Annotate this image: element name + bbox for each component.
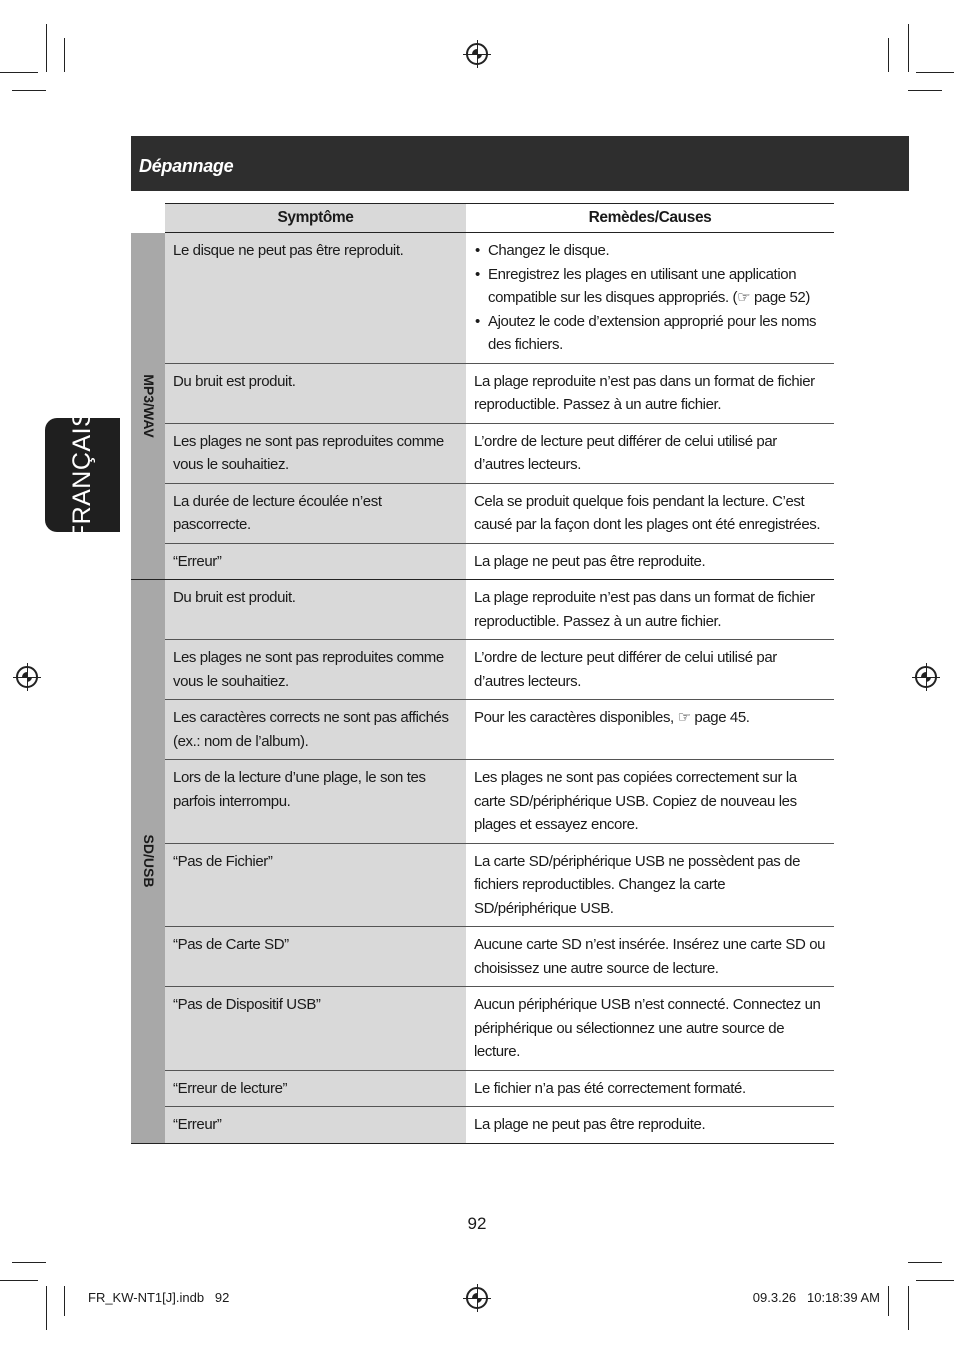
table-row (131, 233, 834, 364)
language-tab-label: FRANÇAIS (68, 409, 96, 541)
table-row (131, 843, 834, 927)
table-row (131, 423, 834, 483)
crop-mark (916, 1280, 954, 1281)
crop-mark (0, 72, 38, 73)
symptom-cell: “Pas de Carte SD” (165, 927, 466, 987)
symptom-cell: “Pas de Fichier” (165, 843, 466, 927)
symptom-cell: La durée de lecture écoulée n’est pascorrecte. (165, 483, 466, 543)
crop-mark (64, 1286, 65, 1316)
remedy-item: • Ajoutez le code d’extension approprié pour les noms des fichiers. (488, 310, 828, 357)
remedy-cell: Le fichier n’a pas été correctement formaté. (466, 1070, 834, 1107)
table-row (131, 927, 834, 987)
remedy-cell: L’ordre de lecture peut différer de celui utilisé par d’autres lecteurs. (466, 423, 834, 483)
remedy-cell: Cela se produit quelque fois pendant la lecture. C’est causé par la façon dont les plages ont été enregistrées. (466, 483, 834, 543)
table-row (131, 543, 834, 580)
table-row (131, 987, 834, 1071)
remedy-cell: Aucun périphérique USB n’est connecté. Connectez un périphérique ou sélectionnez une autre source de lecture. (466, 987, 834, 1071)
symptom-header: Symptôme (165, 204, 466, 233)
symptom-cell: Du bruit est produit. (165, 363, 466, 423)
group-label: MP3/WAV (140, 373, 157, 438)
remedy-cell: La carte SD/périphérique USB ne possèdent pas de fichiers reproductibles. Changez la carte SD/périphérique USB. (466, 843, 834, 927)
symptom-cell: Les plages ne sont pas reproduites comme vous le souhaitiez. (165, 640, 466, 700)
registration-mark-icon (466, 43, 488, 65)
symptom-cell: “Pas de Dispositif USB” (165, 987, 466, 1071)
group-label-cell (131, 233, 165, 580)
remedy-cell: Aucune carte SD n’est insérée. Insérez une carte SD ou choisissez une autre source de lecture. (466, 927, 834, 987)
crop-mark (64, 38, 65, 72)
crop-mark (888, 1286, 889, 1316)
symptom-cell: Lors de la lecture d’une plage, le son tes parfois interrompu. (165, 760, 466, 844)
crop-mark (908, 1262, 942, 1263)
footer-timestamp: 09.3.26 10:18:39 AM (752, 1290, 880, 1305)
symptom-cell: “Erreur” (165, 543, 466, 580)
troubleshooting-table (131, 203, 834, 1144)
symptom-cell: Les plages ne sont pas reproduites comme vous le souhaitiez. (165, 423, 466, 483)
crop-mark (12, 90, 46, 91)
crop-mark (916, 72, 954, 73)
crop-mark (0, 1280, 38, 1281)
remedy-cell: La plage reproduite n’est pas dans un format de fichier reproductible. Passez à un autre fichier. (466, 580, 834, 640)
symptom-cell: Du bruit est produit. (165, 580, 466, 640)
table-header-row (131, 204, 834, 233)
group-label-cell (131, 580, 165, 1144)
table-row (131, 580, 834, 640)
remedy-item: • Enregistrez les plages en utilisant une application compatible sur les disques appropriés. (☞ page 52) (488, 263, 828, 310)
table-row (131, 483, 834, 543)
language-tab (45, 409, 120, 541)
table-row (131, 1070, 834, 1107)
remedy-list (474, 239, 828, 357)
page-number: 92 (467, 1214, 487, 1233)
table-row (131, 760, 834, 844)
table-corner (131, 204, 165, 233)
crop-mark (46, 24, 47, 72)
remedy-cell (466, 233, 834, 364)
symptom-cell: Le disque ne peut pas être reproduit. (165, 233, 466, 364)
registration-mark-icon (915, 666, 937, 688)
group-label: SD/USB (140, 834, 157, 888)
registration-mark-icon (16, 666, 38, 688)
section-title: Dépannage (139, 156, 234, 176)
symptom-cell: “Erreur” (165, 1107, 466, 1144)
remedy-header: Remèdes/Causes (466, 204, 834, 233)
symptom-cell: “Erreur de lecture” (165, 1070, 466, 1107)
remedy-cell: La plage ne peut pas être reproduite. (466, 1107, 834, 1144)
crop-mark (908, 1286, 909, 1330)
section-header (131, 136, 909, 191)
table-row (131, 700, 834, 760)
table-row (131, 640, 834, 700)
table-row (131, 1107, 834, 1144)
remedy-cell: Pour les caractères disponibles, ☞ page 45. (466, 700, 834, 760)
registration-mark-icon (466, 1287, 488, 1309)
crop-mark (908, 24, 909, 72)
remedy-cell: Les plages ne sont pas copiées correctement sur la carte SD/périphérique USB. Copiez de nouveau les plages et essayez encore. (466, 760, 834, 844)
crop-mark (908, 90, 942, 91)
footer-file-info: FR_KW-NT1[J].indb 92 (88, 1290, 230, 1305)
symptom-cell: Les caractères corrects ne sont pas affichés (ex.: nom de l’album). (165, 700, 466, 760)
crop-mark (888, 38, 889, 72)
table-row (131, 363, 834, 423)
crop-mark (12, 1262, 46, 1263)
remedy-cell: La plage reproduite n’est pas dans un format de fichier reproductible. Passez à un autre fichier. (466, 363, 834, 423)
remedy-cell: L’ordre de lecture peut différer de celui utilisé par d’autres lecteurs. (466, 640, 834, 700)
remedy-item: • Changez le disque. (488, 239, 828, 263)
crop-mark (46, 1286, 47, 1330)
remedy-cell: La plage ne peut pas être reproduite. (466, 543, 834, 580)
